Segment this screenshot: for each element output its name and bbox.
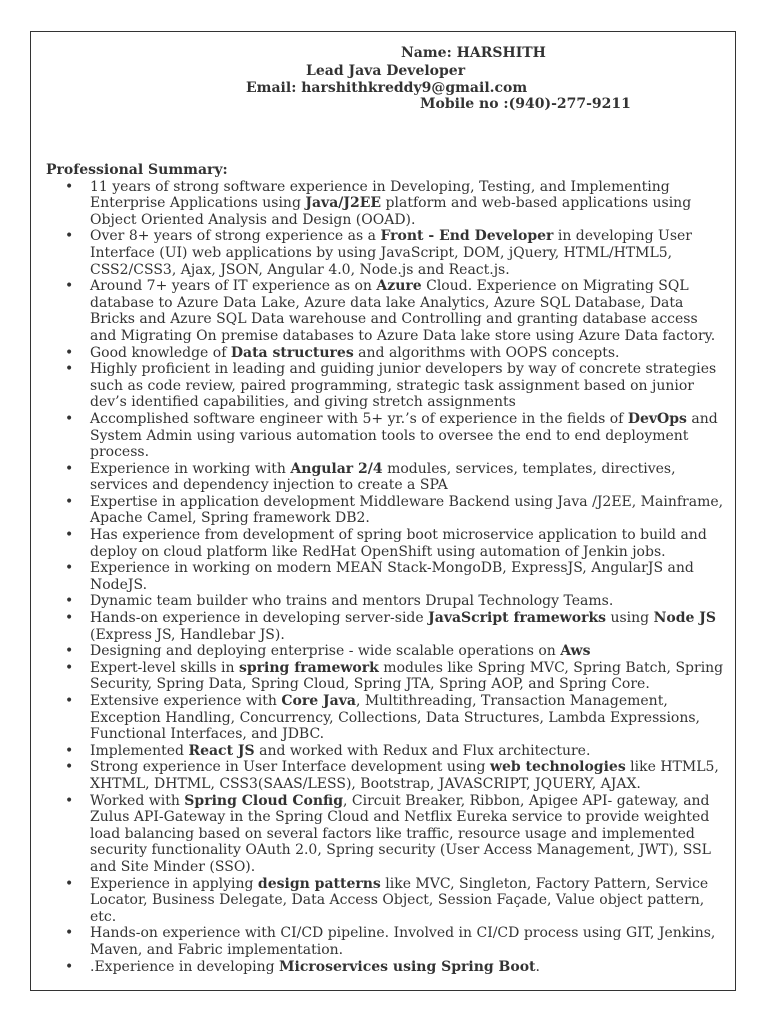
text: Accomplished software engineer with 5+ yr.’s of experience in the fields of bbox=[90, 410, 628, 427]
bullet-icon: • bbox=[65, 593, 74, 610]
text: Hands-on experience in developing server-side bbox=[90, 610, 429, 627]
text: Implemented bbox=[90, 742, 189, 759]
bold-text: Azure bbox=[376, 278, 422, 295]
bullet-icon: • bbox=[65, 460, 74, 477]
bold-text: spring framework bbox=[238, 659, 379, 676]
bullet-icon: • bbox=[65, 875, 74, 892]
bullet-icon: • bbox=[65, 958, 74, 975]
summary-item bbox=[46, 959, 726, 976]
text: , Circuit Breaker, Ribbon, Apigee API- gateway, and Zulus API-Gateway in the Spring Cloud and Netflix Eureka service to provide weighted load balancing based on several factors like traffic, resource usage and implemented security functionality OAuth 2.0, Spring security (User Access Management, JWT), SSL and Site Minder (SSO). bbox=[90, 792, 711, 875]
bullet-icon: • bbox=[65, 361, 74, 378]
section-heading: Professional Summary: bbox=[46, 162, 228, 178]
text: Extensive experience with bbox=[90, 693, 282, 709]
professional-summary-section bbox=[46, 162, 726, 975]
summary-item bbox=[46, 693, 726, 743]
bold-text: Spring Cloud Config bbox=[184, 792, 343, 809]
summary-item bbox=[46, 278, 726, 344]
bold-text: design patterns bbox=[257, 875, 381, 892]
bold-text: DevOps bbox=[627, 410, 687, 427]
bold-text: web technologies bbox=[489, 759, 626, 776]
bullet-icon: • bbox=[65, 659, 74, 676]
summary-item bbox=[46, 793, 726, 876]
text: like MVC, Singleton, Factory Pattern, Service Locator, Business Delegate, Data Access Object, Session Façade, Value object pattern, etc. bbox=[90, 875, 709, 925]
text: Has experience from development of spring boot microservice application to build and deploy on cloud platform like RedHat OpenShift using automation of Jenkin jobs. bbox=[90, 527, 707, 560]
bullet-icon: • bbox=[65, 610, 74, 627]
text: and algorithms with OOPS concepts. bbox=[353, 344, 620, 361]
text: Good knowledge of bbox=[90, 344, 231, 361]
text: and System Admin using various automation tools to oversee the end to end deployment process. bbox=[90, 410, 718, 461]
bold-text: Aws bbox=[560, 643, 591, 660]
job-title: Lead Java Developer bbox=[306, 63, 466, 79]
text: (Express JS, Handlebar JS). bbox=[90, 626, 285, 643]
bullet-icon: • bbox=[65, 278, 74, 295]
summary-item bbox=[46, 461, 726, 494]
bullet-icon: • bbox=[65, 792, 74, 809]
text: Dynamic team builder who trains and mentors Drupal Technology Teams. bbox=[90, 593, 614, 610]
text: Experience in working with bbox=[90, 460, 291, 477]
bullet-icon: • bbox=[65, 560, 74, 577]
text: Over 8+ years of strong experience as a bbox=[90, 228, 381, 245]
text: . bbox=[535, 958, 540, 975]
text: .Experience in developing bbox=[90, 958, 280, 975]
bullet-icon: • bbox=[65, 925, 74, 942]
text: Worked with bbox=[90, 792, 185, 809]
summary-item bbox=[46, 560, 726, 593]
text: 11 years of strong software experience in Developing, Testing, and Implementing Enterprise Applications using bbox=[90, 178, 670, 212]
summary-item bbox=[46, 925, 726, 958]
text: platform and web-based applications using Object Oriented Analysis and Design (OOAD). bbox=[90, 195, 692, 228]
bold-text: Front - End Developer bbox=[380, 228, 554, 245]
bullet-icon: • bbox=[65, 527, 74, 544]
candidate-name: Name: HARSHITH bbox=[401, 45, 546, 61]
summary-list bbox=[46, 179, 726, 976]
summary-item bbox=[46, 411, 726, 461]
mobile-number: Mobile no :(940)-277-9211 bbox=[420, 96, 631, 112]
summary-item bbox=[46, 179, 726, 229]
text: Around 7+ years of IT experience as on bbox=[90, 278, 377, 295]
text: Designing and deploying enterprise - wide scalable operations on bbox=[90, 643, 561, 660]
bold-text: Angular 2/4 bbox=[290, 460, 383, 477]
bold-text: Node JS bbox=[653, 610, 717, 627]
text: Experience in applying bbox=[90, 875, 258, 892]
summary-item bbox=[46, 345, 726, 362]
text: Expertise in application development Middleware Backend using Java /J2EE, Mainframe, Apache Camel, Spring framework DB2. bbox=[90, 493, 724, 527]
text: Strong experience in User Interface development using bbox=[90, 759, 490, 776]
text: Hands-on experience with CI/CD pipeline. Involved in CI/CD process using GIT, Jenkins, Maven, and Fabric implementation. bbox=[90, 925, 716, 958]
summary-item bbox=[46, 527, 726, 560]
bold-text: React JS bbox=[188, 742, 255, 759]
summary-item bbox=[46, 643, 726, 660]
summary-item bbox=[46, 361, 726, 411]
summary-item bbox=[46, 593, 726, 610]
text: Highly proficient in leading and guiding junior developers by way of concrete strategies such as code review, paired programming, strategic task assignment based on junior dev’s identified capabilities, and giving stretch assignments bbox=[90, 361, 717, 411]
bullet-icon: • bbox=[65, 742, 74, 759]
bullet-icon: • bbox=[65, 693, 74, 709]
text: like HTML5, XHTML, DHTML, CSS3(SAAS/LESS), Bootstrap, JAVASCRIPT, JQUERY, AJAX. bbox=[90, 759, 719, 792]
text: modules, services, templates, directives, services and dependency injection to create a SPA bbox=[90, 460, 676, 494]
bold-text: Java/J2EE bbox=[305, 195, 382, 212]
bullet-icon: • bbox=[65, 759, 74, 776]
bullet-icon: • bbox=[65, 344, 74, 361]
bullet-icon: • bbox=[65, 228, 74, 245]
text: Experience in working on modern MEAN Stack-MongoDB, ExpressJS, AngularJS and NodeJS. bbox=[90, 560, 694, 593]
text: Cloud. Experience on Migrating SQL database to Azure Data Lake, Azure data lake Analytics, Azure SQL Database, Data Bricks and Azure SQL Data warehouse and Controlling and granting database access and Migrating On premise databases to Azure Data lake store using Azure Data factory. bbox=[90, 278, 716, 344]
text: Expert-level skills in bbox=[90, 659, 239, 676]
bullet-icon: • bbox=[65, 178, 74, 195]
summary-item bbox=[46, 876, 726, 926]
bullet-icon: • bbox=[65, 643, 74, 660]
text: and worked with Redux and Flux architecture. bbox=[254, 742, 591, 759]
summary-item bbox=[46, 228, 726, 278]
email: Email: harshithkreddy9@gmail.com bbox=[246, 80, 528, 96]
summary-item bbox=[46, 759, 726, 792]
summary-item bbox=[46, 743, 726, 760]
summary-item bbox=[46, 494, 726, 527]
summary-item bbox=[46, 660, 726, 693]
bullet-icon: • bbox=[65, 493, 74, 510]
bold-text: Data structures bbox=[230, 344, 354, 361]
text: in developing User Interface (UI) web applications by using JavaScript, DOM, jQuery, HTML/HTML5, CSS2/CSS3, Ajax, JSON, Angular 4.0, Node.js and React.js. bbox=[90, 228, 692, 278]
bold-text: JavaScript frameworks bbox=[428, 610, 607, 627]
text: using bbox=[606, 610, 654, 627]
bold-text: Microservices using Spring Boot bbox=[279, 958, 536, 975]
bold-text: Core Java bbox=[281, 693, 356, 709]
bullet-icon: • bbox=[65, 410, 74, 427]
text: modules like Spring MVC, Spring Batch, Spring Security, Spring Data, Spring Cloud, Spring JTA, Spring AOP, and Spring Core. bbox=[90, 659, 724, 693]
text: , Multithreading, Transaction Management, Exception Handling, Concurrency, Collections, Data Structures, Lambda Expressions, Functional Interfaces, and JDBC. bbox=[90, 693, 701, 743]
summary-item bbox=[46, 610, 726, 643]
